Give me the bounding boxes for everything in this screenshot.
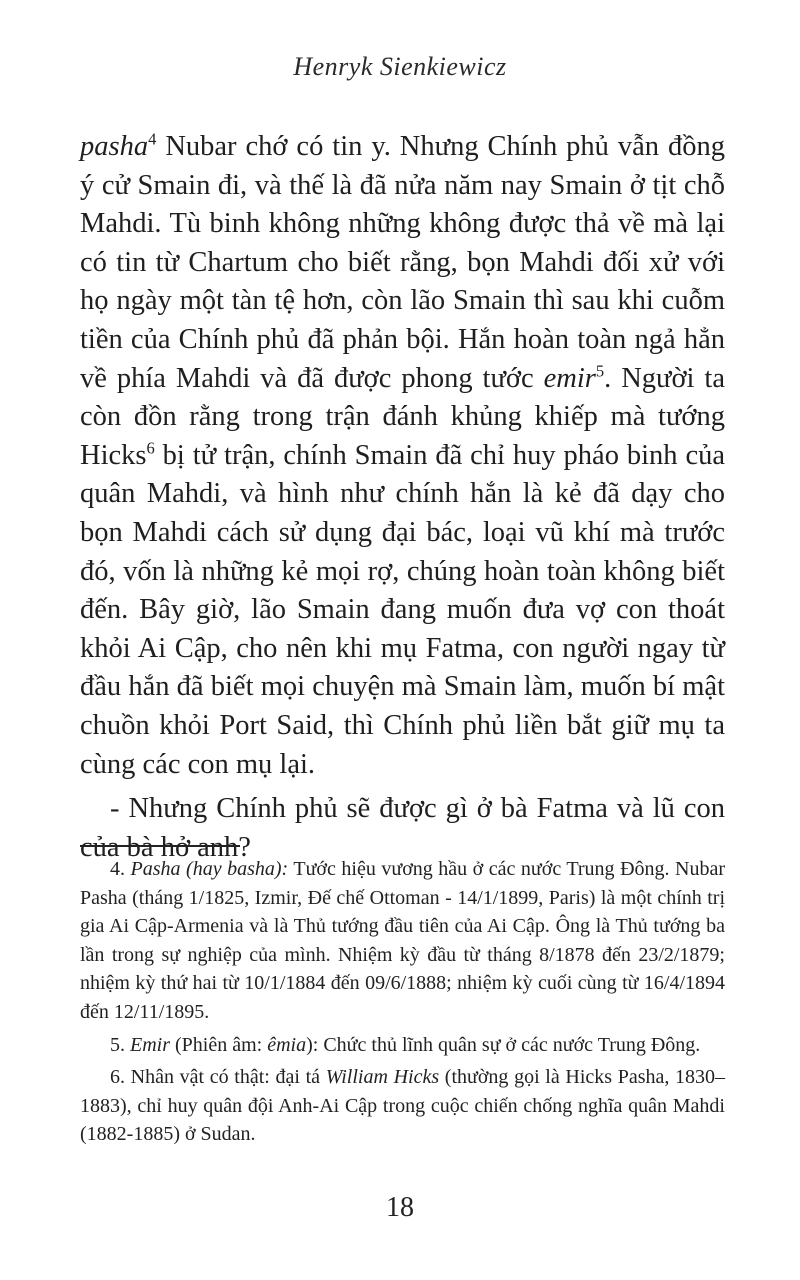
footnote-6-number: 6.: [110, 1066, 125, 1089]
running-header-author: Henryk Sienkiewicz: [293, 52, 507, 81]
paragraph-1-text-b: . Người ta còn đồn rằng trong trận đánh khủng khiếp mà tướng Hicks: [80, 362, 725, 471]
footnote-5-term-2: êmia: [267, 1033, 307, 1056]
footnote-5-text-b: ): Chức thủ lĩnh quân sự ở các nước Trung Đông.: [306, 1033, 701, 1056]
paragraph-2: - Nhưng Chính phủ sẽ được gì ở bà Fatma và lũ con của bà hở anh?: [80, 793, 725, 863]
footnote-5: [80, 1031, 725, 1060]
footnote-6: [80, 1063, 725, 1149]
paragraph-1: [80, 128, 725, 784]
term-pasha: pasha: [80, 131, 149, 162]
term-emir: emir: [543, 362, 596, 394]
paragraph-1-text-a: Nubar chớ có tin y. Nhưng Chính phủ vẫn đồng ý cử Smain đi, và thế là đã nửa năm nay Smain ở tịt chỗ Mahdi. Tù binh không những không được thả về mà lại có tin từ Chartum cho biết rằng, bọn Mahdi đối xử với họ ngày một tàn tệ hơn, còn lão Smain thì sau khi cuỗm tiền của Chính phủ đã phản bội. Hắn hoàn toàn ngả hẳn về phía Mahdi và đã được phong tước: [80, 131, 725, 394]
footnote-5-number: 5.: [110, 1033, 125, 1056]
footnote-5-text-a: (Phiên âm:: [170, 1033, 268, 1056]
footnote-ref-4: 4: [148, 129, 157, 149]
footnote-4-term: Pasha (hay basha):: [130, 858, 289, 880]
footnote-5-term: Emir: [130, 1033, 170, 1056]
page-number: 18: [386, 1192, 414, 1223]
paragraph-1-text-c: bị tử trận, chính Smain đã chỉ huy pháo binh của quân Mahdi, và hình như chính hắn là kẻ đã dạy cho bọn Mahdi cách sử dụng đại bác, loại vũ khí mà trước đó, vốn là những kẻ mọi rợ, chúng hoàn toàn không biết đến. Bây giờ, lão Smain đang muốn đưa vợ con thoát khỏi Ai Cập, cho nên khi mụ Fatma, con người ngay từ đầu hắn đã biết mọi chuyện mà Smain làm, muốn bí mật chuồn khỏi Port Said, thì Chính phủ liền bắt giữ mụ ta cùng các con mụ lại.: [80, 439, 725, 780]
footnote-ref-5: 5: [595, 361, 605, 381]
footnotes: [80, 855, 725, 1153]
footnote-6-text-b: (thường gọi là Hicks Pasha, 1830–1883), chỉ huy quân đội Anh-Ai Cập trong cuộc chiến chống nghĩa quân Mahdi (1882-1885) ở Sudan.: [80, 1066, 726, 1146]
footnote-divider: [80, 845, 240, 847]
footnote-4-text: Tước hiệu vương hầu ở các nước Trung Đông. Nubar Pasha (tháng 1/1825, Izmir, Đế chế Ottoman - 14/1/1899, Paris) là một chính trị gia Ai Cập-Armenia và là Thủ tướng đầu tiên của Ai Cập. Ông là Thủ tướng ba lần trong sự nghiệp của mình. Nhiệm kỳ đầu từ tháng 8/1878 đến 23/2/1879; nhiệm kỳ thứ hai từ 10/1/1884 đến 09/6/1888; nhiệm kỳ cuối cùng từ 16/4/1894 đến 12/11/1895.: [80, 858, 726, 1023]
footnote-6-term: William Hicks: [325, 1066, 440, 1089]
footnote-4-number: 4.: [110, 858, 125, 880]
footnote-4: [80, 855, 725, 1027]
footnote-6-text-a: Nhân vật có thật: đại tá: [130, 1066, 326, 1089]
main-text: [80, 128, 725, 867]
footnote-ref-6: 6: [146, 438, 155, 458]
